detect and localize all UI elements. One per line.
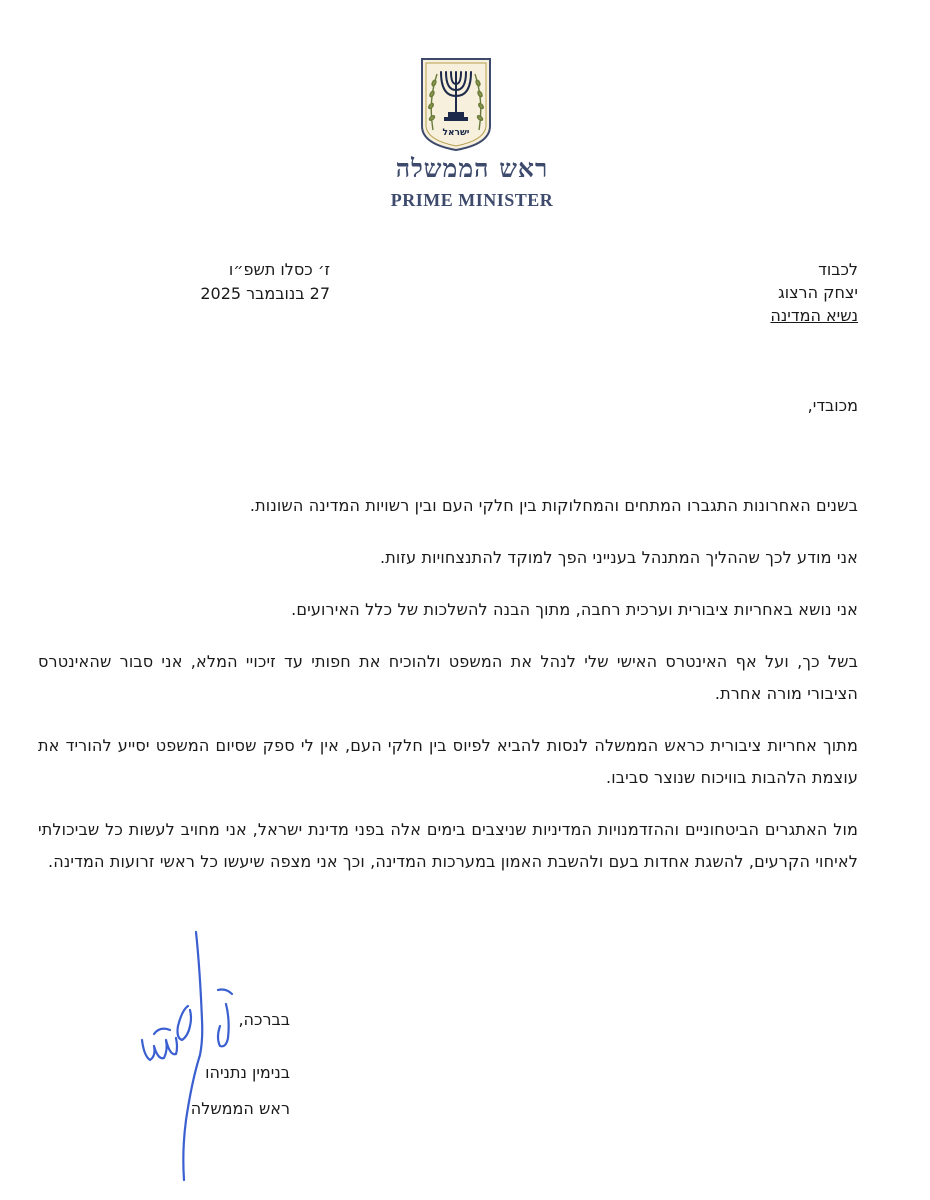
gregorian-date: 27 בנובמבר 2025 [200,284,330,303]
signatory-position: ראש הממשלה [190,1099,290,1118]
hebrew-date: ז׳ כסלו תשפ״ו [228,260,330,279]
body-paragraph-4: בשל כך, ועל אף האינטרס האישי שלי לנהל את המשפט ולהוכיח את חפותי עד זיכויי המלא, אני סבור שהאינטרס הציבורי מורה אחרת. [38,652,858,703]
handwritten-signature [130,930,260,1190]
recipient-line-1: לכבוד [818,260,858,279]
body-paragraph-2: אני מודע לכך שההליך המתנהל בענייני הפך למוקד להתנצחויות עזות. [379,548,858,567]
salutation: מכובדי, [807,396,858,415]
emblem-label: ישראל [442,128,470,138]
recipient-block [658,258,858,327]
recipient-name: יצחק הרצוג [778,283,858,302]
letterhead-title-hebrew: ראש הממשלה [395,154,549,183]
recipient-title: נשיא המדינה [770,306,858,325]
signatory-name: בנימין נתניהו [205,1063,290,1082]
date-block [200,258,330,306]
body-paragraph-3: אני נושא באחריות ציבורית וערכית רחבה, מתוך הבנה להשלכות של כלל האירועים. [291,600,858,619]
closing-regards: בברכה, [238,1010,290,1029]
letterhead-title-english: PRIME MINISTER [390,190,554,210]
body-paragraph-6: מול האתגרים הביטחוניים וההזדמנויות המדיניות שניצבים בימים אלה בפני מדינת ישראל, אני מחויב לעשות כל שביכולתי לאיחוי הקרעים, להשגת אחדות בעם ולהשבת האמון במערכות המדינה, וכך אני מצפה שיעשו כל ראשי זרועות המדינה. [38,820,858,871]
body-paragraph-5: מתוך אחריות ציבורית כראש הממשלה לנסות להביא לפיוס בין חלקי העם, אין לי ספק שסיום המשפט יסייע להוריד את עוצמת הלהבות בוויכוח שנוצר סביבו. [38,736,858,787]
menorah-emblem-icon [419,56,493,152]
letter-body [38,490,858,898]
body-paragraph-1: בשנים האחרונות התגברו המתחים והמחלוקות בין חלקי העם ובין רשויות המדינה השונות. [249,496,858,515]
